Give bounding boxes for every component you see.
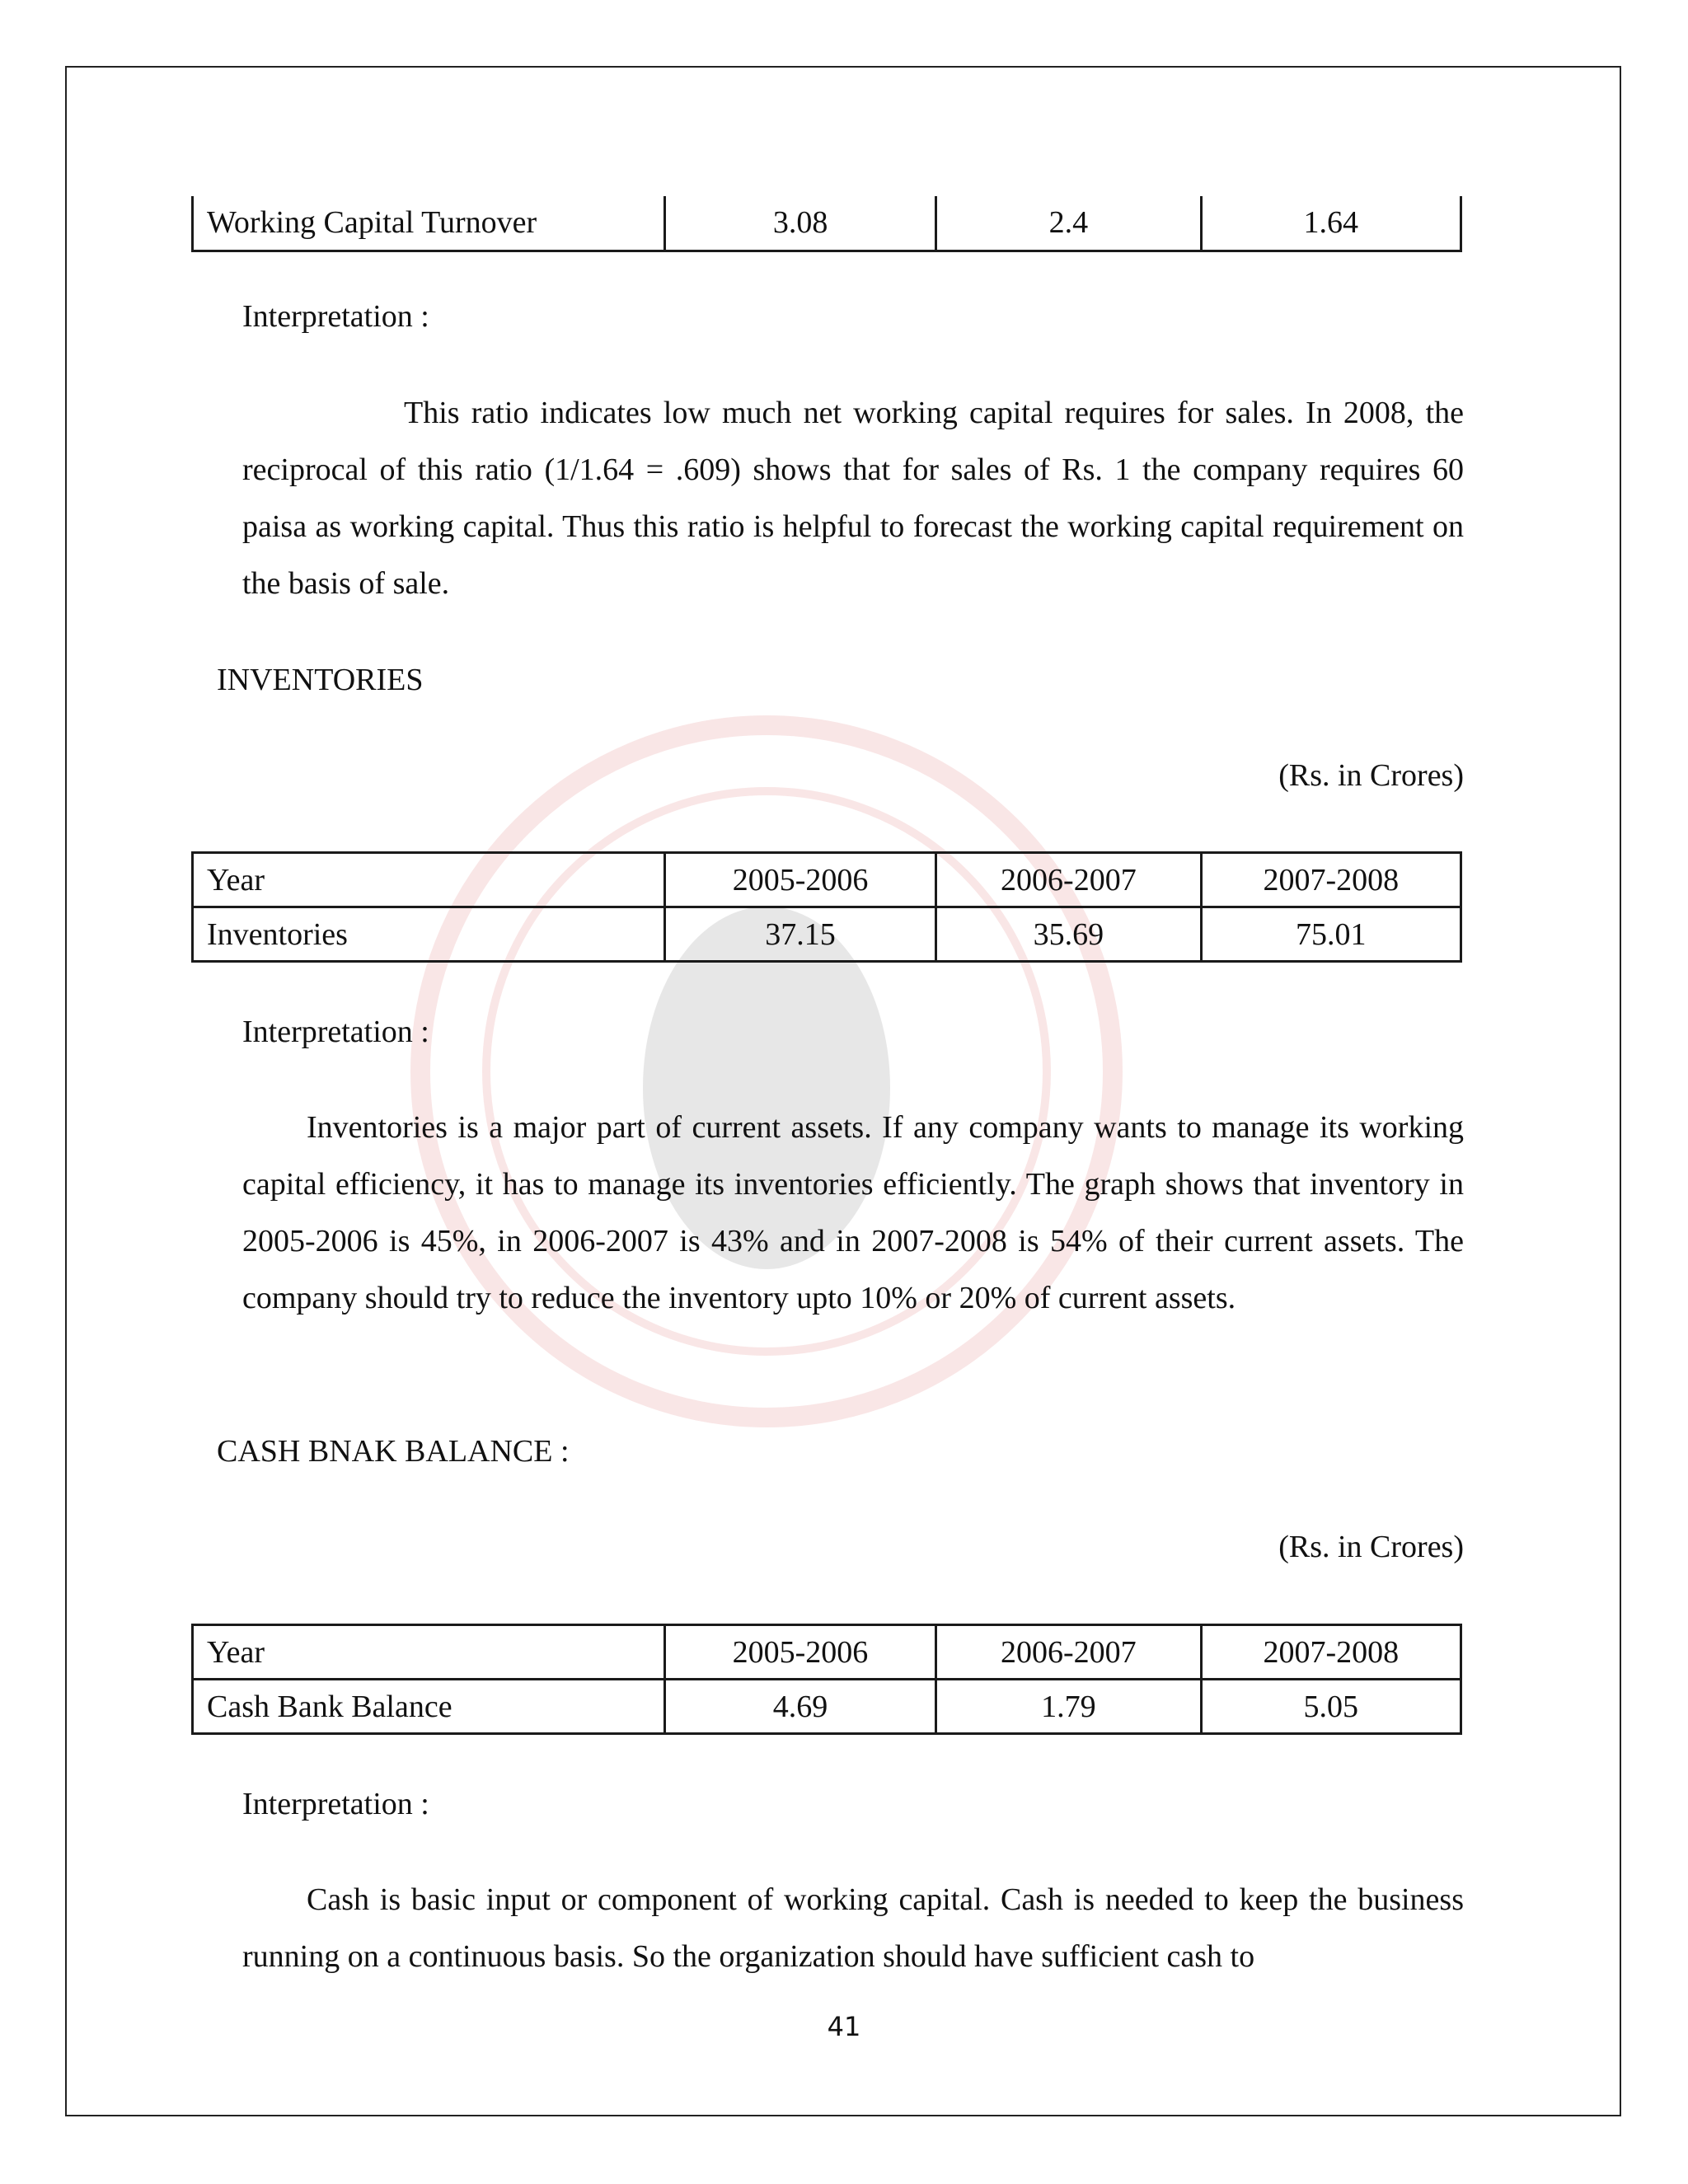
inventories-table xyxy=(191,851,1462,963)
table-cell: 35.69 xyxy=(936,907,1201,962)
interpretation-label: Interpretation : xyxy=(242,299,429,334)
table-cell: 1.79 xyxy=(936,1680,1201,1734)
table-row xyxy=(193,1680,1461,1734)
table-cell: 3.08 xyxy=(664,196,935,251)
watermark-seal-icon xyxy=(396,701,1137,1442)
cash-bank-balance-table xyxy=(191,1624,1462,1735)
wct-paragraph: This ratio indicates low much net working capital requires for sales. In 2008, the reciprocal of this ratio (1/1.64 = .609) shows that for sales of Rs. 1 the company requires 60 paisa as working capital. Thus this ratio is helpful to forecast the working capital requirement on the basis of sale. xyxy=(242,396,1464,601)
section-heading-cash: CASH BNAK BALANCE : xyxy=(217,1434,570,1469)
table-cell: 2005-2006 xyxy=(664,853,935,907)
working-capital-turnover-table xyxy=(191,196,1462,252)
table-cell: Year xyxy=(193,853,665,907)
table-cell: Inventories xyxy=(193,907,665,962)
table-cell: Cash Bank Balance xyxy=(193,1680,665,1734)
table-header-row xyxy=(193,853,1461,907)
table-cell: 2006-2007 xyxy=(936,853,1201,907)
interpretation-label: Interpretation : xyxy=(242,1015,429,1049)
unit-label: (Rs. in Crores) xyxy=(1278,758,1464,793)
unit-label: (Rs. in Crores) xyxy=(1278,1530,1464,1564)
table-cell: Working Capital Turnover xyxy=(193,196,665,251)
table-cell: 2.4 xyxy=(936,196,1201,251)
table-cell: 75.01 xyxy=(1201,907,1461,962)
table-row xyxy=(193,196,1461,251)
interpretation-label: Interpretation : xyxy=(242,1787,429,1821)
table-cell: 2005-2006 xyxy=(664,1625,935,1680)
page-number: 41 xyxy=(827,2011,861,2042)
table-cell: 2006-2007 xyxy=(936,1625,1201,1680)
table-cell: 4.69 xyxy=(664,1680,935,1734)
cash-paragraph: Cash is basic input or component of working capital. Cash is needed to keep the business running on a continuous basis. So the organization should have sufficient cash to xyxy=(242,1882,1464,1974)
section-heading-inventories: INVENTORIES xyxy=(217,663,424,697)
table-cell: 37.15 xyxy=(664,907,935,962)
table-cell: 2007-2008 xyxy=(1201,853,1461,907)
table-cell: 2007-2008 xyxy=(1201,1625,1461,1680)
inventories-paragraph: Inventories is a major part of current assets. If any company wants to manage its working capital efficiency, it has to manage its inventories efficiently. The graph shows that inventory in 2005-2006 is 45%, in 2006-2007 is 43% and in 2007-2008 is 54% of their current assets. The company should try to reduce the inventory upto 10% or 20% of current assets. xyxy=(242,1110,1464,1315)
table-cell: 5.05 xyxy=(1201,1680,1461,1734)
table-row xyxy=(193,907,1461,962)
table-cell: 1.64 xyxy=(1201,196,1461,251)
table-header-row xyxy=(193,1625,1461,1680)
table-cell: Year xyxy=(193,1625,665,1680)
